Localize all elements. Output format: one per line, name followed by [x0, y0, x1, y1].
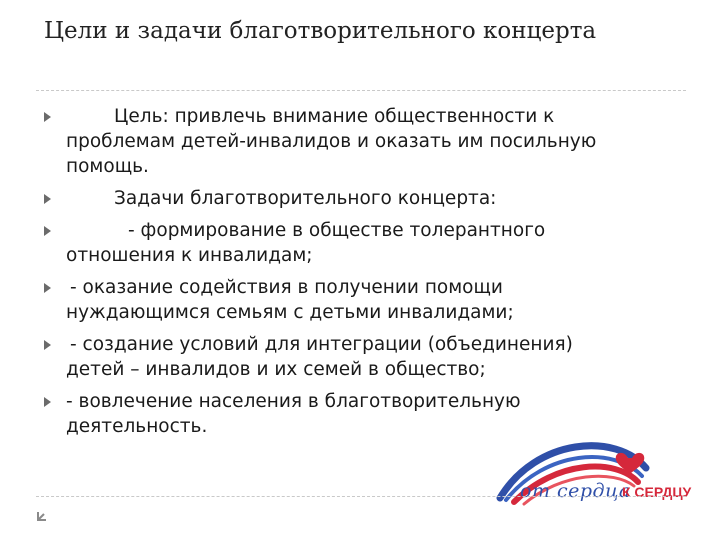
bullet-task-tolerance	[40, 218, 680, 268]
logo-bold-text: К СЕРДЦУ	[622, 484, 692, 500]
bullet-task-assistance	[40, 275, 680, 325]
triangle-bullet-icon	[44, 340, 51, 350]
triangle-bullet-icon	[44, 397, 51, 407]
bottom-divider	[36, 496, 686, 497]
charity-logo	[496, 428, 706, 524]
slide-title: Цели и задачи благотворительного концерта	[44, 18, 597, 44]
bullet-text-line: деятельность.	[66, 416, 208, 437]
triangle-bullet-icon	[44, 226, 51, 236]
return-arrow-icon[interactable]	[36, 510, 48, 522]
bullet-tasks-heading	[40, 186, 680, 211]
triangle-bullet-icon	[44, 194, 51, 204]
bullet-text-line: проблемам детей-инвалидов и оказать им посильную	[66, 131, 597, 152]
bullet-text-line: - формирование в обществе толерантного	[128, 220, 546, 241]
bullet-text-line: помощь.	[66, 156, 149, 177]
top-divider	[36, 90, 686, 91]
bullet-text-line: Цель: привлечь внимание общественности к	[114, 106, 555, 127]
triangle-bullet-icon	[44, 112, 51, 122]
bullet-text-line: отношения к инвалидам;	[66, 245, 313, 266]
bullet-text-line: Задачи благотворительного концерта:	[114, 188, 497, 209]
bullet-text-line: - оказание содействия в получении помощи	[70, 277, 503, 298]
bullet-text-line: - создание условий для интеграции (объединения)	[70, 334, 573, 355]
logo-script-text: от сердца	[520, 480, 631, 502]
triangle-bullet-icon	[44, 283, 51, 293]
bullet-text-line: детей – инвалидов и их семей в общество;	[66, 359, 486, 380]
bullet-list	[40, 104, 680, 446]
bullet-goal	[40, 104, 680, 179]
bullet-text-line: - вовлечение населения в благотворительную	[66, 391, 521, 412]
bullet-text-line: нуждающимся семьям с детьми инвалидами;	[66, 302, 514, 323]
bullet-task-integration	[40, 332, 680, 382]
logo-swoosh-graphic	[496, 428, 706, 524]
